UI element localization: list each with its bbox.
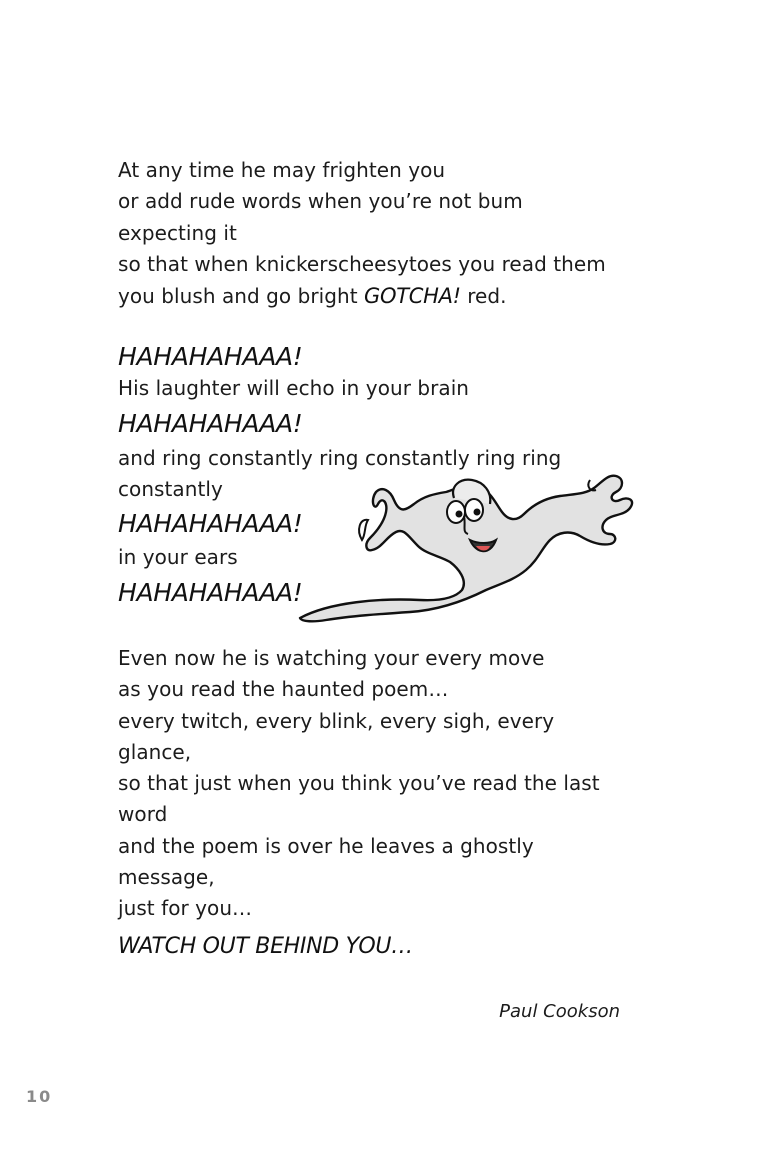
poem-line: as you read the haunted poem…	[118, 677, 449, 701]
poem-text: you blush and go bright	[118, 284, 365, 308]
poem-line: and the poem is over he leaves a ghostly	[118, 834, 534, 858]
poem-line: message,	[118, 865, 215, 889]
laugh-shout: HAHAHAHAAA!	[118, 409, 303, 438]
laugh-shout: HAHAHAHAAA!	[118, 342, 303, 371]
poem-line: and ring constantly ring constantly ring ring	[118, 446, 562, 470]
poem-line: constantly	[118, 477, 223, 501]
poem-line	[118, 284, 507, 308]
poem-text: red.	[460, 284, 507, 308]
ghost-illustration	[290, 470, 650, 640]
closing-shout: WATCH OUT BEHIND YOU…	[118, 934, 413, 959]
poem-line: glance,	[118, 740, 192, 764]
poem-line: just for you…	[118, 896, 253, 920]
poem-line: expecting it	[118, 221, 237, 245]
gotcha-shout: GOTCHA!	[364, 284, 461, 308]
poem-line: in your ears	[118, 545, 238, 569]
poem-line: so that when knickerscheesytoes you read them	[118, 252, 606, 276]
laugh-shout: HAHAHAHAAA!	[118, 509, 303, 538]
poem-line: His laughter will echo in your brain	[118, 376, 470, 400]
poem-line: word	[118, 802, 168, 826]
poem-line: or add rude words when you’re not bum	[118, 189, 523, 213]
author-credit: Paul Cookson	[499, 1001, 620, 1022]
poem-line: so that just when you think you’ve read the last	[118, 771, 600, 795]
poem-line: At any time he may frighten you	[118, 158, 446, 182]
poem-line: every twitch, every blink, every sigh, every	[118, 709, 555, 733]
page-number: 10	[26, 1087, 53, 1106]
laugh-shout: HAHAHAHAAA!	[118, 578, 303, 607]
poem-line: Even now he is watching your every move	[118, 646, 545, 670]
